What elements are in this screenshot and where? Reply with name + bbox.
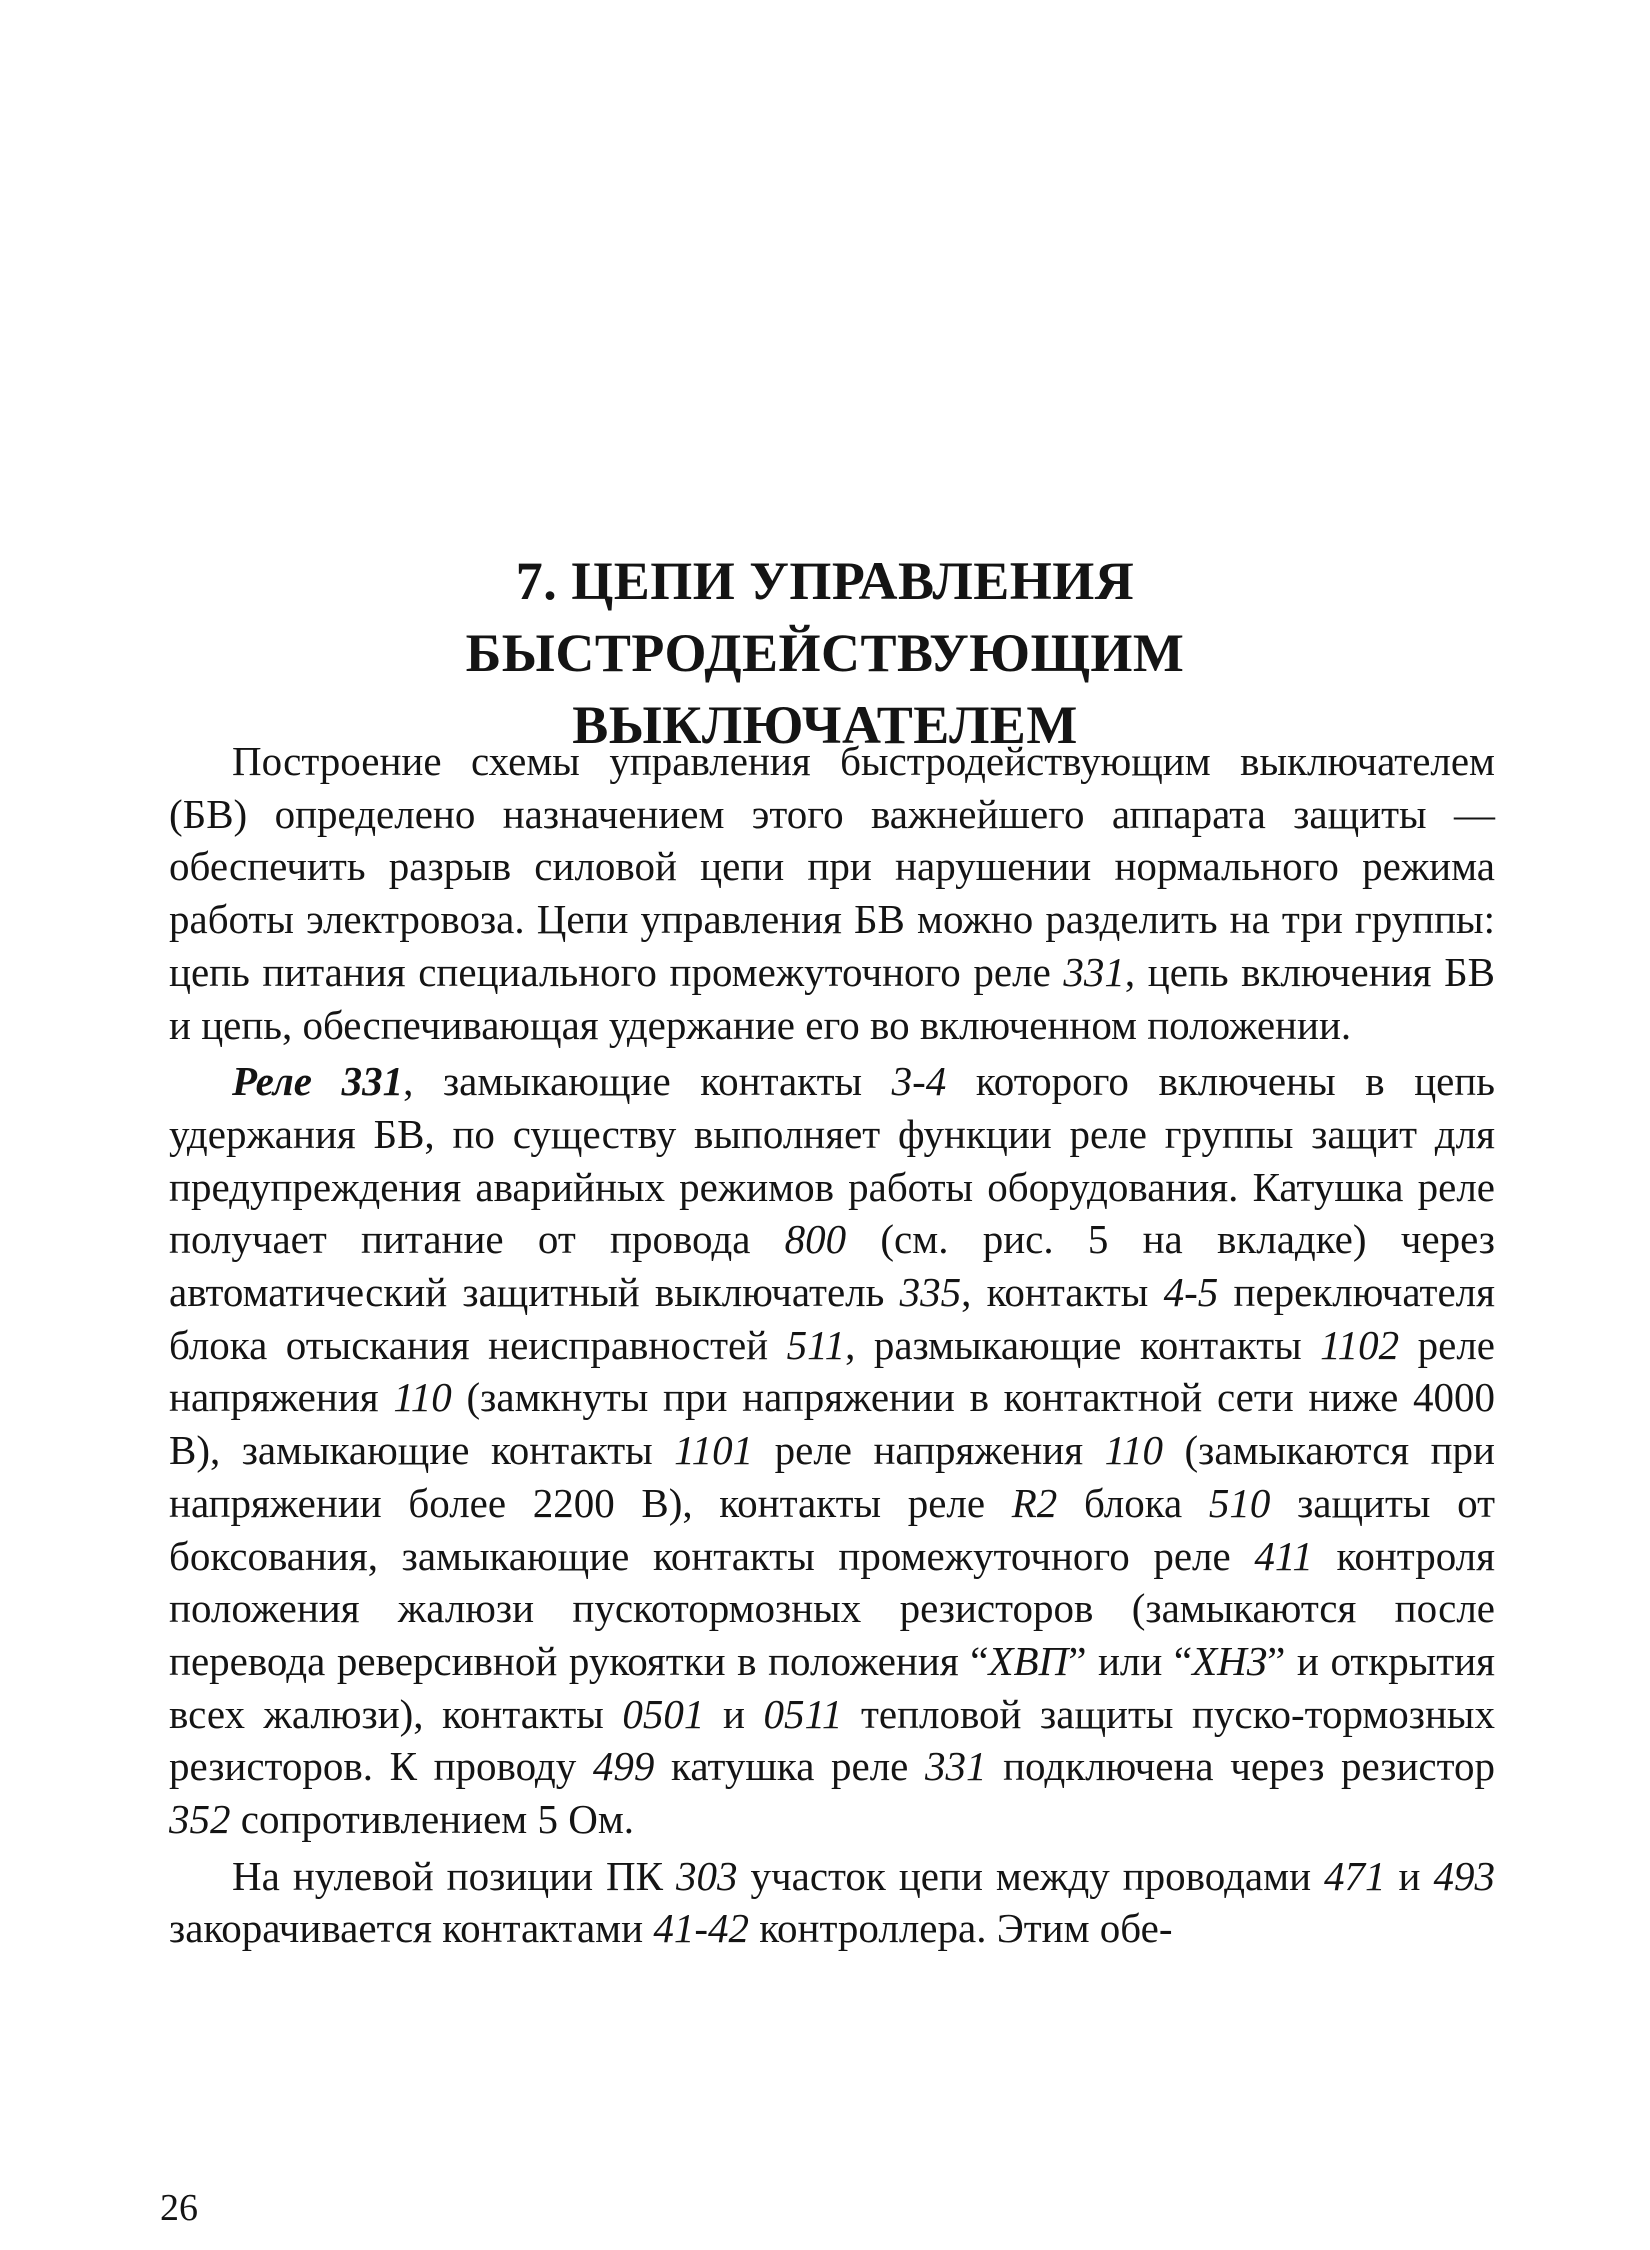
italic-ref: 331 [924, 1743, 987, 1790]
text-run: реле напряжения [753, 1427, 1105, 1474]
chapter-heading-line-2: ВЫКЛЮЧАТЕЛЕМ [572, 695, 1078, 755]
italic-ref: 0511 [763, 1690, 843, 1737]
text-run: (замыкаются при напряжении более 2200 В), контакты реле [169, 1427, 1495, 1526]
italic-ref: 335 [899, 1269, 962, 1316]
text-run: Построение схемы управления быстродействующим выключателем (БВ) определено назначением этого важнейшего аппарата защиты — обеспечить разрыв силовой цепи при нарушении нормального режима работы электровоза. Цепи управления БВ можно разделить на три группы: цепь питания специального промежуточного реле [169, 738, 1495, 995]
italic-ref: 493 [1433, 1852, 1495, 1899]
italic-ref: ХВП [988, 1637, 1069, 1684]
text-run: , размыкающие контакты [845, 1321, 1321, 1368]
italic-ref: 471 [1324, 1852, 1386, 1899]
bold-term: Реле 331 [232, 1058, 404, 1105]
text-run: ” и открытия всех жалюзи), контакты [169, 1637, 1495, 1737]
text-run: реле напряжения [169, 1321, 1495, 1421]
paragraph-intro [169, 735, 1495, 1051]
italic-ref: 110 [1104, 1427, 1164, 1474]
italic-ref: 511 [786, 1321, 846, 1368]
text-run: защиты от боксования, замыкающие контакты промежуточного реле [169, 1479, 1496, 1579]
text-run: контроллера. Этим обе- [748, 1905, 1173, 1952]
paragraph-relay-331 [169, 1055, 1495, 1846]
italic-ref: 110 [393, 1374, 452, 1421]
italic-ref: ХНЗ [1192, 1637, 1268, 1684]
italic-ref: 352 [169, 1796, 231, 1843]
text-run: контроля положения жалюзи пускотормозных резисторов (замыкаются после перевода реверсивной рукоятки в положения “ [169, 1532, 1495, 1684]
italic-ref: 331 [1063, 948, 1125, 995]
chapter-heading-line-1: 7. ЦЕПИ УПРАВЛЕНИЯ БЫСТРОДЕЙСТВУЮЩИМ [465, 551, 1185, 683]
italic-ref: 411 [1254, 1532, 1313, 1579]
chapter-heading [150, 545, 1500, 761]
italic-ref: 0501 [622, 1690, 705, 1737]
italic-ref: R2 [1011, 1479, 1058, 1526]
text-run: сопротивлением 5 Ом. [230, 1796, 635, 1843]
text-run: переключателя блока отыскания неисправностей [169, 1269, 1495, 1368]
text-run: и [704, 1690, 764, 1737]
italic-ref: 499 [592, 1743, 655, 1790]
italic-ref: 41-42 [653, 1905, 749, 1952]
text-run: , цепь включения БВ и цепь, обеспечивающая удержание его во включенном положении. [169, 948, 1495, 1048]
page-number: 26 [160, 2187, 198, 2229]
italic-ref: 4-5 [1163, 1269, 1219, 1316]
text-run: ” или “ [1068, 1637, 1193, 1684]
italic-ref: 800 [784, 1216, 847, 1263]
text-run: (см. рис. 5 на вкладке) через автоматический защитный выключатель [169, 1216, 1495, 1316]
text-run: подключена через резистор [986, 1743, 1495, 1790]
paragraph-zero-position [169, 1850, 1495, 1955]
italic-ref: 303 [676, 1852, 738, 1899]
text-run: , замыкающие контакты [403, 1058, 892, 1105]
text-run: тепловой защиты пуско-тормозных резисторов. К проводу [169, 1690, 1495, 1790]
body-text [169, 735, 1495, 1955]
text-run: которого включены в цепь удержания БВ, по существу выполняет функции реле группы защит для предупреждения аварийных режимов работы оборудования. Катушка реле получает питание от провода [169, 1058, 1495, 1263]
italic-ref: 1101 [674, 1427, 754, 1474]
italic-ref: 3-4 [891, 1058, 947, 1105]
text-run: (замкнуты при напряжении в контактной сети ниже 4000 В), замыкающие контакты [169, 1374, 1495, 1474]
text-run: блока [1057, 1479, 1209, 1526]
text-run: , контакты [961, 1269, 1164, 1316]
text-run: и [1385, 1852, 1434, 1899]
italic-ref: 1102 [1320, 1321, 1400, 1368]
text-run: На нулевой позиции ПК [232, 1852, 677, 1899]
text-run: участок цепи между проводами [737, 1852, 1325, 1899]
italic-ref: 510 [1208, 1479, 1271, 1526]
text-run: закорачивается контактами [169, 1905, 654, 1952]
text-run: катушка реле [654, 1743, 925, 1790]
